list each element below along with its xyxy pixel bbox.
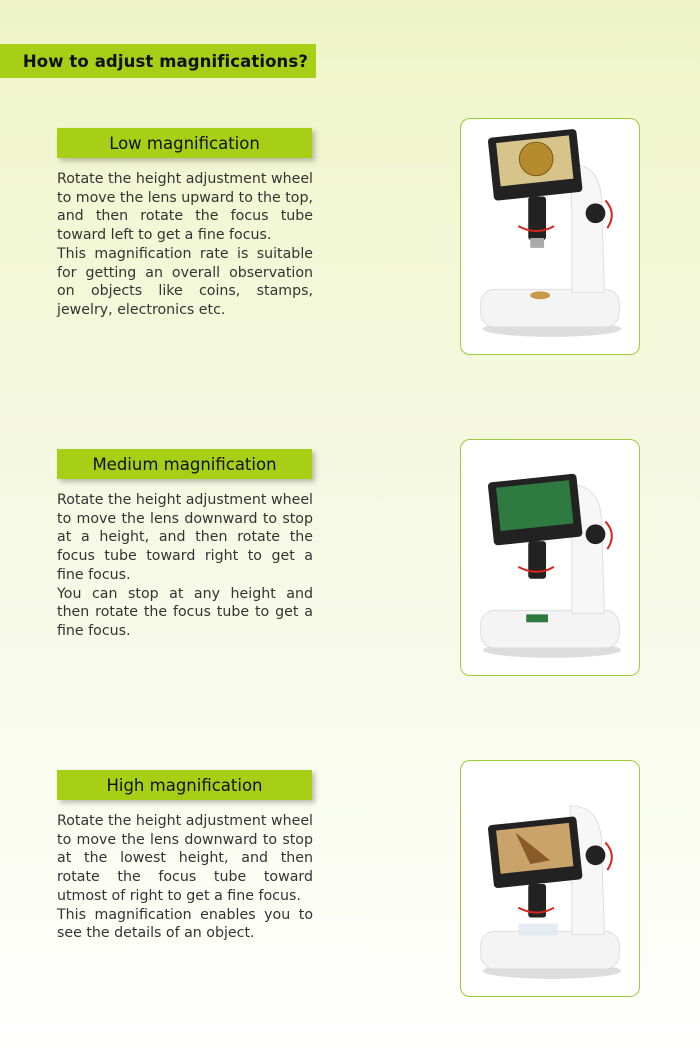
section-description (57, 491, 313, 641)
section-label: High magnification (57, 770, 312, 800)
section-medium-magnification (0, 449, 700, 689)
microscope-illustration (461, 761, 639, 996)
section-label: Medium magnification (57, 449, 312, 479)
section-description (57, 812, 313, 943)
microscope-illustration (461, 119, 639, 354)
page-title-banner (0, 44, 316, 78)
description-paragraph: You can stop at any height and then rotate the focus tube to get a fine focus. (57, 585, 313, 639)
section-low-magnification (0, 128, 700, 368)
microscope-illustration (461, 440, 639, 675)
page-title: How to adjust magnifications? (22, 51, 308, 71)
section-description (57, 170, 313, 320)
description-paragraph: Rotate the height adjustment wheel to move the lens downward to stop at a height, and then rotate the focus tube toward right to get a fine focus. (57, 492, 313, 583)
description-paragraph: Rotate the height adjustment wheel to move the lens upward to the top, and then rotate the focus tube toward left to get a fine focus. (57, 171, 313, 244)
microscope-medium-magnification-image (460, 439, 640, 676)
section-label: Low magnification (57, 128, 312, 158)
microscope-high-magnification-image (460, 760, 640, 997)
microscope-low-magnification-image (460, 118, 640, 355)
description-paragraph: This magnification rate is suitable for getting an overall observation on objects like coins, stamps, jewelry, electronics etc. (57, 245, 313, 318)
description-paragraph: Rotate the height adjustment wheel to move the lens downward to stop at the lowest height, and then rotate the focus tube toward utmost of right to get a fine focus. (57, 813, 313, 904)
section-high-magnification (0, 770, 700, 1010)
description-paragraph: This magnification enables you to see the details of an object. (57, 906, 313, 942)
